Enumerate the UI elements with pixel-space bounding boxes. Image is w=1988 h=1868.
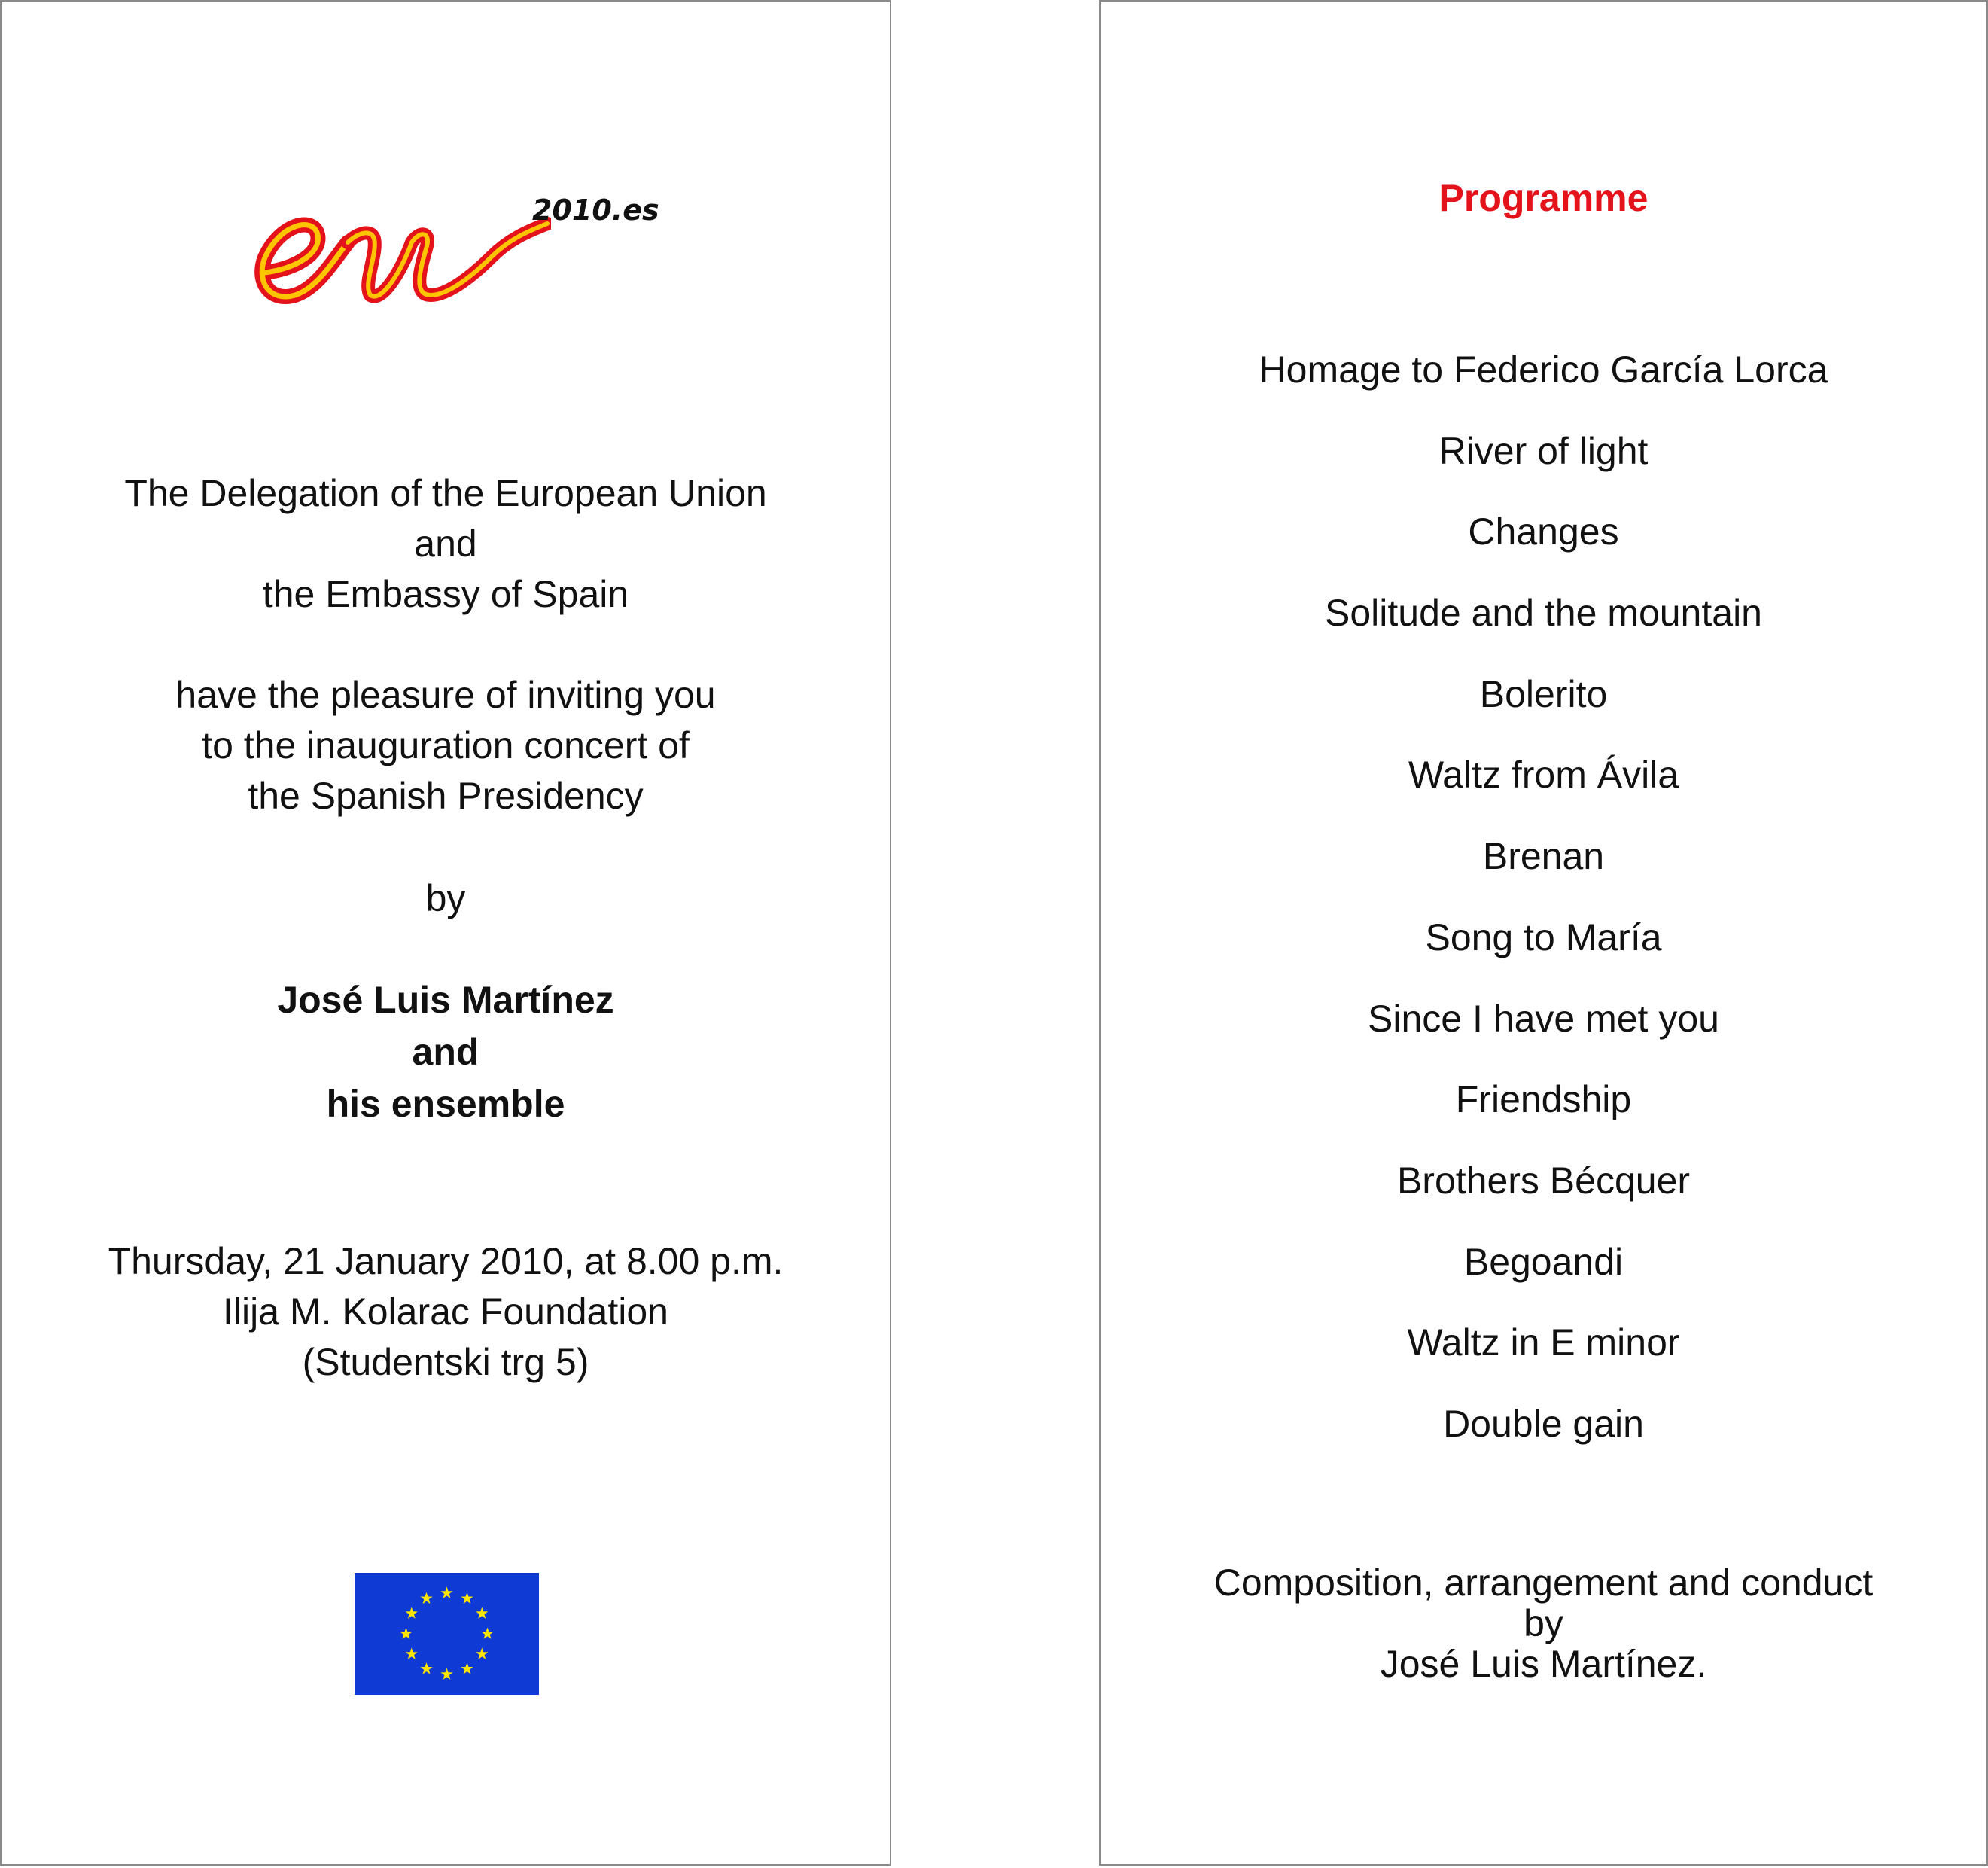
programme-item: Double gain [1443, 1402, 1644, 1445]
programme-item: Waltz in E minor [1407, 1321, 1680, 1364]
event-address: (Studentski trg 5) [302, 1341, 589, 1383]
performer-line: José Luis Martínez [277, 979, 614, 1021]
eu-flag-icon [355, 1573, 539, 1695]
programme-item: Brothers Bécquer [1396, 1159, 1691, 1202]
programme-item: Since I have met you [1368, 997, 1719, 1040]
host-line: and [414, 523, 477, 565]
programme-title: Programme [1438, 177, 1649, 219]
credits-line: by [1524, 1602, 1563, 1644]
performer-line: his ensemble [326, 1083, 565, 1125]
programme-item: Homage to Federico García Lorca [1259, 349, 1828, 391]
host-line: The Delegation of the European Union [124, 472, 767, 514]
event-date: Thursday, 21 January 2010, at 8.00 p.m. [108, 1240, 784, 1282]
event-venue: Ilija M. Kolarac Foundation [223, 1291, 668, 1333]
credits-line: Composition, arrangement and conduct [1213, 1562, 1874, 1604]
invitation-line: have the pleasure of inviting you [175, 674, 716, 716]
programme-item: Song to María [1425, 916, 1662, 958]
invitation-line: to the inauguration concert of [202, 724, 690, 766]
programme-item: Brenan [1482, 835, 1605, 878]
event-details [2, 1236, 890, 1388]
invitation-line: the Spanish Presidency [248, 775, 644, 817]
hosts-block [2, 468, 890, 620]
programme-item: Solitude and the mountain [1325, 592, 1762, 635]
performers-block [2, 974, 890, 1130]
programme-item: Begoandi [1463, 1240, 1624, 1283]
programme-item: Friendship [1455, 1078, 1632, 1121]
performer-line: and [412, 1031, 479, 1073]
by-label: by [425, 877, 466, 919]
programme-list [1101, 343, 1986, 1479]
programme-item: Waltz from Ávila [1408, 754, 1679, 797]
host-line: the Embassy of Spain [262, 573, 629, 615]
programme-item: Bolerito [1479, 672, 1608, 715]
programme-card [1099, 0, 1988, 1866]
logo-year-label: 2010.es [532, 194, 659, 227]
credits-line: José Luis Martínez. [1380, 1643, 1707, 1685]
eu2010-logo-icon [250, 190, 551, 310]
invitation-card [0, 0, 891, 1866]
programme-item: Changes [1468, 510, 1619, 553]
programme-item: River of light [1438, 429, 1649, 472]
invitation-block [2, 670, 890, 821]
credits-block [1101, 1562, 1986, 1684]
